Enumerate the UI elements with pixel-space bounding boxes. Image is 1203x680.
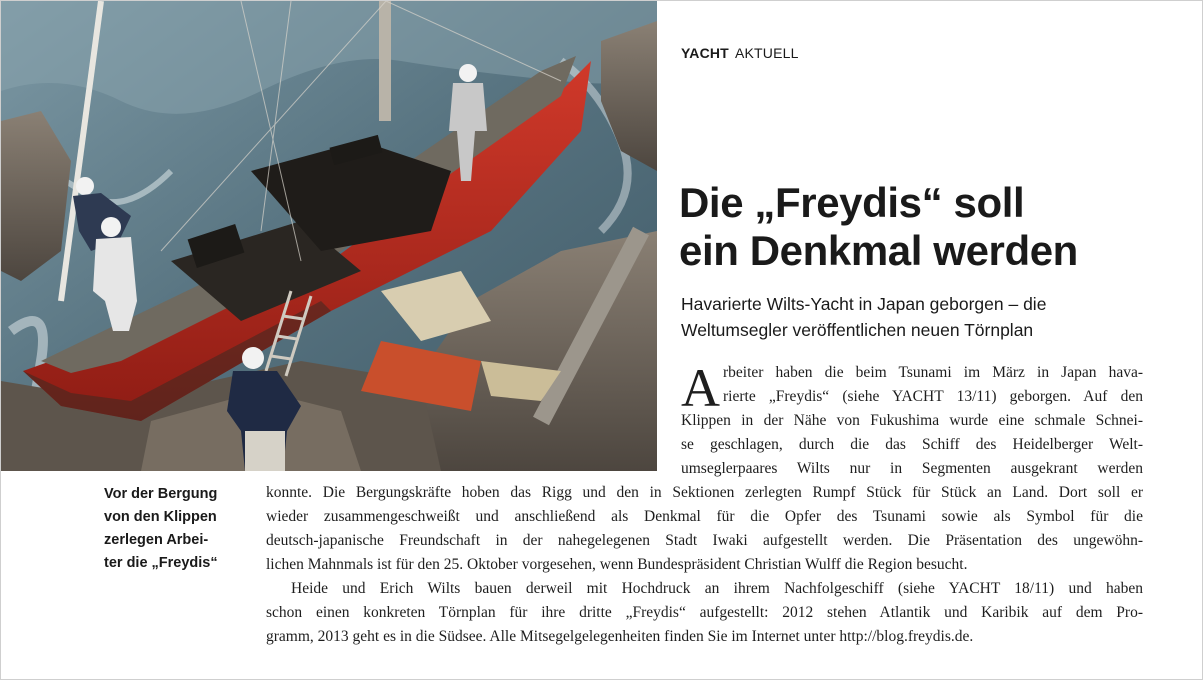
photo-caption bbox=[104, 483, 254, 575]
body-line: deutsch-japanische Freundschaft in der nahegelegenen Stadt Iwaki aufgestellt werden. Die Präsentation des ungewöhn- bbox=[266, 532, 1143, 549]
caption-line: ter die „Freydis“ bbox=[104, 555, 218, 571]
headline-line: ein Denkmal werden bbox=[679, 227, 1078, 274]
subhead-line: Weltumsegler veröffentlichen neuen Törnplan bbox=[681, 320, 1034, 340]
section-rubric bbox=[681, 45, 799, 61]
body-line: umseglerpaares Wilts nur in Segmenten ausgekrant werden bbox=[681, 460, 1143, 477]
body-line: konnte. Die Bergungskräfte hoben das Rigg und den in Sektionen zerlegten Rumpf Stück für Stück an Land. Dort soll er bbox=[266, 484, 1143, 501]
photo-illustration bbox=[1, 1, 657, 471]
headline-line: Die „Freydis“ soll bbox=[679, 179, 1025, 226]
subhead-line: Havarierte Wilts-Yacht in Japan geborgen – die bbox=[681, 294, 1047, 314]
body-line: se geschlagen, durch die das Schiff des Heidelberger Welt- bbox=[681, 436, 1143, 453]
caption-line: zerlegen Arbei- bbox=[104, 532, 209, 548]
article-headline bbox=[679, 179, 1189, 275]
section-name: AKTUELL bbox=[734, 45, 799, 61]
drop-cap: A bbox=[681, 358, 720, 418]
article-subheadline bbox=[681, 291, 1181, 343]
body-line: Klippen in der Nähe von Fukushima wurde eine schmale Schnei- bbox=[681, 412, 1143, 429]
caption-line: von den Klippen bbox=[104, 509, 217, 525]
body-line: lichen Mahnmals ist für den 25. Oktober vorgesehen, wenn Bundespräsident Christian Wulff die Region besucht. bbox=[266, 556, 968, 573]
caption-line: Vor der Bergung bbox=[104, 486, 218, 502]
body-line: gramm, 2013 geht es in die Südsee. Alle Mitsegelgelegenheiten finden Sie im Internet unter http://blog.freydis.de. bbox=[266, 628, 974, 645]
body-line: rbeiter haben die beim Tsunami im März in Japan hava- bbox=[723, 364, 1143, 381]
body-line: schon einen konkreten Törnplan für ihre dritte „Freydis“ aufgestellt: 2012 stehen Atlantik und Karibik auf dem Pro- bbox=[266, 604, 1143, 621]
body-line: wieder zusammengeschweißt und anschließend als Denkmal für die Opfer des Tsunami sowie als Symbol für die bbox=[266, 508, 1143, 525]
body-line: Heide und Erich Wilts bauen derweil mit Hochdruck an ihrem Nachfolgeschiff (siehe YACHT 18/11) und haben bbox=[291, 580, 1143, 597]
shipwreck-photo bbox=[1, 1, 657, 471]
magazine-name: YACHT bbox=[681, 45, 729, 61]
body-line: rierte „Freydis“ (siehe YACHT 13/11) geborgen. Auf den bbox=[723, 388, 1143, 405]
